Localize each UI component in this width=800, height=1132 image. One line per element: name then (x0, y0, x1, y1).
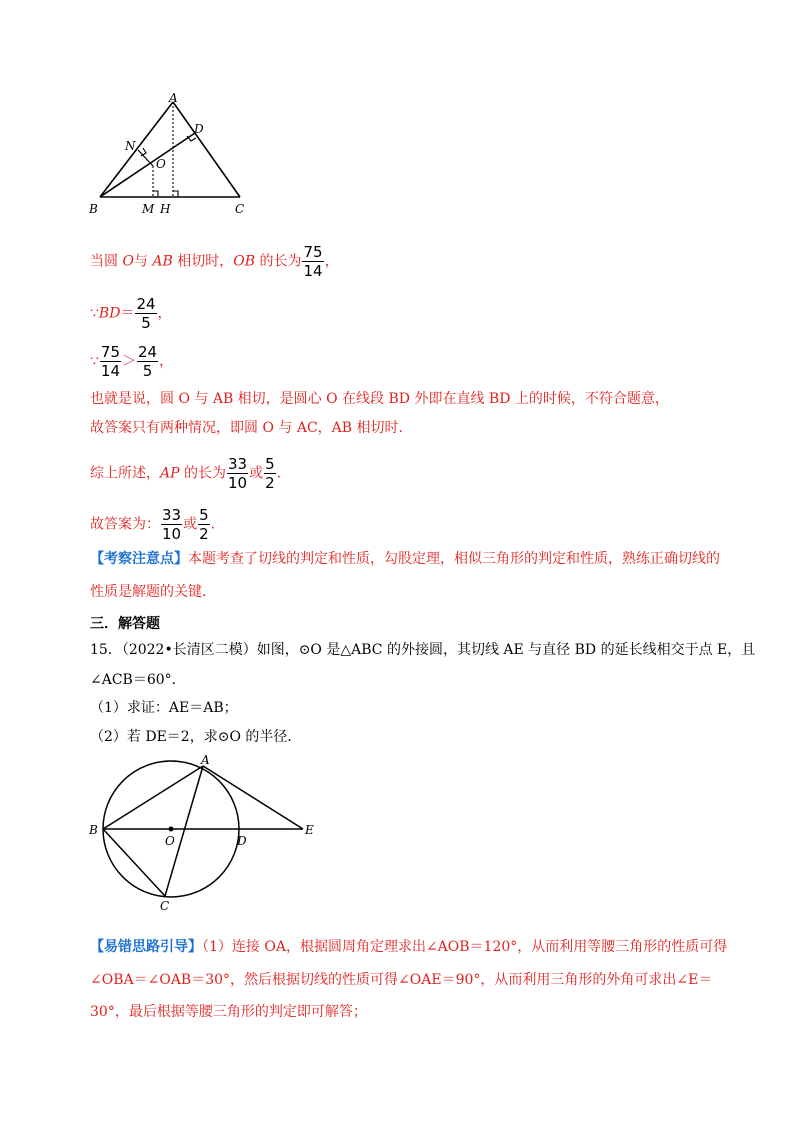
fraction-33-10: $\frac{33}{10}$ (227, 455, 248, 492)
label-b2: B (89, 823, 98, 837)
label-c2: C (160, 899, 170, 912)
label-a2: A (201, 753, 210, 767)
label-o: O (156, 157, 166, 171)
problem-15-q2: （2）若 DE＝2，求⊙O 的半径． (90, 729, 302, 745)
circle-figure (85, 752, 325, 912)
segment-bd (100, 133, 195, 197)
fraction-33-10-b: $\frac{33}{10}$ (162, 506, 182, 543)
note-tag: 【考察注意点】 (90, 551, 188, 567)
side-ab (100, 102, 173, 197)
line-bd-value: ∵BD＝ $\frac{24}{5}$ ， (90, 295, 172, 332)
label-d: D (194, 122, 204, 136)
hint-line-1: 【易错思路引导】（1）连接 OA，根据圆周角定理求出∠AOB＝120°，从而利用等腰三角形的性质可得 (90, 939, 728, 955)
side-ac (173, 102, 240, 197)
label-h: H (160, 202, 171, 216)
label-c: C (235, 202, 245, 216)
problem-15-condition: ∠ACB＝60°． (90, 672, 186, 688)
line-two-cases: 故答案只有两种情况，即圆 O 与 AC，AB 相切时． (90, 420, 413, 436)
fraction-24-5-b: $\frac{24}{5}$ (138, 343, 158, 380)
problem-15-q1: （1）求证：AE＝AB； (90, 700, 238, 716)
hint-tag: 【易错思路引导】 (90, 939, 202, 955)
fraction-75-14-b: $\frac{75}{14}$ (100, 343, 121, 380)
note-paragraph-cont: 性质是解题的关键． (90, 584, 216, 600)
center-dot (169, 827, 174, 832)
line-explanation: 也就是说，圆 O 与 AB 相切，是圆心 O 在线段 BD 外即在直线 BD 上的时候，不符合题意， (90, 391, 669, 407)
hint-line-3: 30°，最后根据等腰三角形的判定即可解答； (90, 1004, 367, 1020)
note-paragraph: 【考察注意点】本题考查了切线的判定和性质，勾股定理，相似三角形的判定和性质，熟练正确切线的 (90, 551, 720, 567)
label-n: N (125, 139, 136, 153)
hint-line-2: ∠OBA＝∠OAB＝30°，然后根据切线的性质可得∠OAE＝90°，从而利用三角形的外角可求出∠E＝ (90, 972, 713, 988)
fraction-24-5: $\frac{24}{5}$ (136, 295, 156, 332)
label-e2: E (305, 823, 314, 837)
problem-15-stem: 15．（2022•长清区二模）如图，⊙O 是△ABC 的外接圆，其切线 AE 与直径 BD 的延长线相交于点 E，且 (90, 642, 756, 658)
section-heading: 三．解答题 (90, 616, 160, 632)
line-tangent-ab: 当圆 O与 AB 相切时，OB 的长为 $\frac{75}{14}$ ， (90, 243, 339, 280)
tangent-ae (203, 766, 303, 829)
fraction-5-2: $\frac{5}{2}$ (265, 455, 275, 492)
line-answer: 故答案为： $\frac{33}{10}$ 或 $\frac{5}{2}$ ． (90, 506, 225, 543)
line-comparison: ∵ $\frac{75}{14}$ ＞ $\frac{24}{5}$ ， (90, 343, 174, 380)
label-b: B (89, 202, 98, 216)
fraction-5-2-b: $\frac{5}{2}$ (199, 506, 209, 543)
fraction-75-14: $\frac{75}{14}$ (303, 243, 323, 280)
line-summary: 综上所述，AP 的长为 $\frac{33}{10}$ 或 $\frac{5}{2}$ ． (90, 455, 291, 492)
label-m: M (142, 202, 155, 216)
label-a: A (169, 91, 178, 105)
label-d2: D (237, 834, 247, 848)
triangle-figure (85, 90, 265, 220)
label-o2: O (165, 834, 175, 848)
